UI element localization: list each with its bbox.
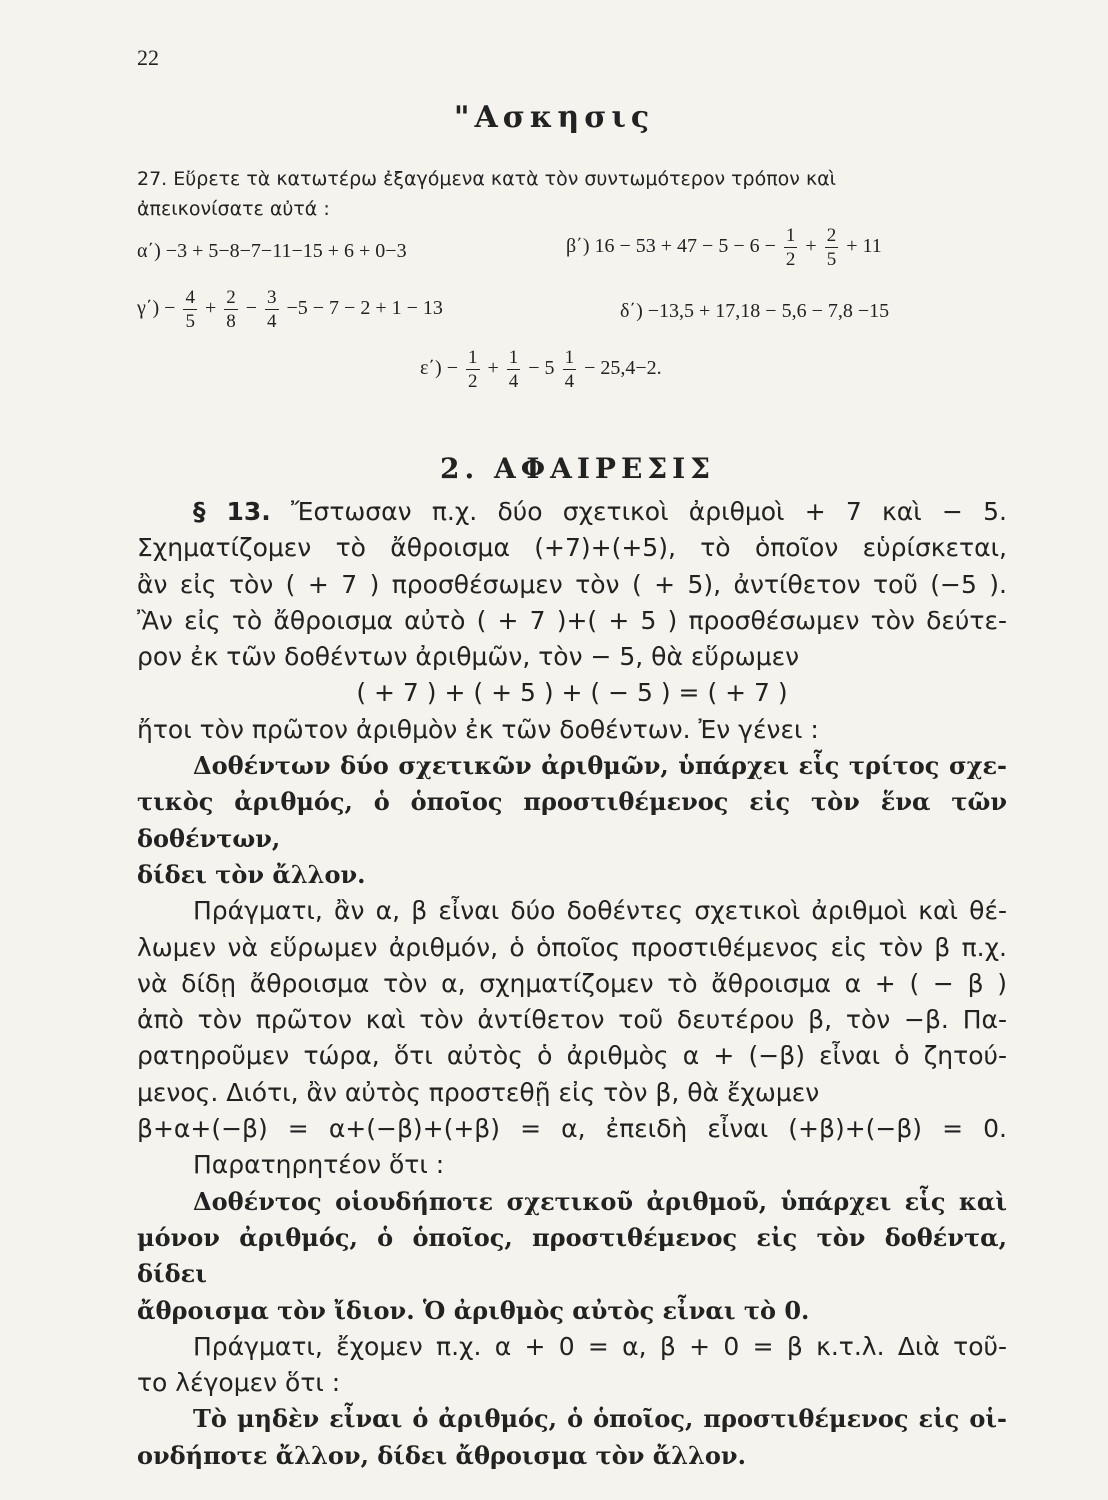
- fraction-denominator: 4: [508, 371, 519, 392]
- rule-line: δίδει τὸν ἄλλον.: [137, 859, 366, 889]
- exercise-c-part: −: [245, 297, 257, 320]
- fraction-denominator: 2: [785, 249, 796, 270]
- rule-line: [137, 748, 1007, 784]
- text-span: Τὸ μηδὲν εἶναι ὁ ἀριθμός, ὁ ὁποῖος, προστιθέμενος εἰς οἱ-: [193, 1404, 1007, 1434]
- fraction: [507, 348, 521, 391]
- paragraph-line: [137, 1329, 1007, 1365]
- exercise-b-part: + 11: [846, 235, 882, 258]
- exercise-e-part: − 5: [528, 357, 555, 380]
- exercise-intro-line: ἀπεικονίσατε αὐτά :: [137, 198, 330, 220]
- paragraph-line: ρον ἐκ τῶν δοθέντων ἀριθμῶν, τὸν − 5, θὰ εὕρωμεν: [137, 642, 800, 672]
- fraction-numerator: 2: [226, 287, 236, 308]
- page-number: 22: [137, 45, 159, 70]
- fraction: [265, 288, 279, 331]
- exercise-c-part: +: [204, 297, 217, 320]
- fraction-denominator: 5: [826, 249, 837, 270]
- rule-line: [137, 1184, 1007, 1220]
- paragraph-line: λωμεν νὰ εὕρωμεν ἀριθμόν, ὁ ὁποῖος προστιθέμενος εἰς τὸν β π.χ.: [137, 932, 1007, 962]
- fraction-denominator: 4: [267, 311, 277, 332]
- fraction-numerator: 3: [267, 287, 277, 308]
- text-span: Πράγματι, ἔχομεν π.χ. α + 0 = α, β + 0 = β κ.τ.λ. Διὰ τοῦ-: [193, 1331, 1007, 1361]
- paragraph-line: μενος. Διότι, ἂν αὐτὸς προστεθῇ εἰς τὸν β, θὰ ἔχωμεν: [137, 1077, 820, 1107]
- exercise-d: δ΄) −13,5 + 17,18 − 5,6 − 7,8 −15: [620, 300, 890, 322]
- exercises-heading: "Ασκησις: [453, 100, 655, 135]
- rule-line: ονδήποτε ἄλλον, δίδει ἄθροισμα τὸν ἄλλον.: [137, 1440, 746, 1470]
- exercise-b-part: β΄) 16 − 53 + 47 − 5 − 6 −: [566, 235, 776, 258]
- text-span: Παρατηρητέον ὅτι :: [193, 1150, 445, 1180]
- fraction: [466, 348, 480, 391]
- text-span: Ἔστωσαν π.χ. δύο σχετικοὶ ἀριθμοὶ + 7 καὶ − 5.: [291, 497, 1007, 526]
- paragraph-line: [137, 494, 1007, 530]
- fraction-denominator: 8: [226, 311, 236, 332]
- exercise-e-part: ε΄) −: [420, 357, 458, 380]
- fraction: [784, 226, 798, 269]
- paragraph-line: ἀπὸ τὸν πρῶτον καὶ τὸν ἀντίθετον τοῦ δευτέρου β, τὸν −β. Πα-: [137, 1005, 1007, 1035]
- fraction-numerator: 1: [564, 347, 575, 368]
- section-label: § 13.: [193, 497, 271, 526]
- fraction-denominator: 5: [185, 311, 195, 332]
- paragraph-line: [137, 893, 1007, 929]
- paragraph-line: β+α+(−β) = α+(−β)+(+β) = α, ἐπειδὴ εἶναι (+β)+(−β) = 0.: [137, 1114, 1007, 1144]
- fraction: [183, 288, 197, 331]
- exercise-e-part: − 25,4−2.: [584, 357, 662, 380]
- rule-line: τικὸς ἀριθμός, ὁ ὁποῖος προστιθέμενος εἰς τὸν ἕνα τῶν δοθέντων,: [137, 787, 1007, 853]
- fraction-numerator: 1: [468, 347, 478, 368]
- text-span: Δοθέντων δύο σχετικῶν ἀριθμῶν, ὑπάρχει εἷς τρίτος σχε-: [193, 751, 1007, 781]
- paragraph-line: νὰ δίδῃ ἄθροισμα τὸν α, σχηματίζομεν τὸ ἄθροισμα α + ( − β ): [137, 968, 1007, 998]
- paragraph-line: [137, 1147, 1007, 1183]
- paragraph-line: ἂν εἰς τὸν ( + 7 ) προσθέσωμεν τὸν ( + 5), ἀντίθετον τοῦ (−5 ).: [137, 569, 1007, 599]
- section-heading: 2. ΑΦΑΙΡΕΣΙΣ: [440, 452, 716, 485]
- fraction-numerator: 1: [785, 225, 796, 246]
- exercise-a: α΄) −3 + 5−8−7−11−15 + 6 + 0−3: [137, 240, 407, 262]
- exercise-c-part: γ΄) −: [137, 297, 176, 320]
- exercise-c: [137, 288, 443, 331]
- main-text: [137, 494, 1007, 1474]
- exercise-b: [566, 226, 882, 269]
- fraction: [224, 288, 238, 331]
- formula-line: ( + 7 ) + ( + 5 ) + ( − 5 ) = ( + 7 ): [356, 678, 788, 708]
- exercise-c-part: −5 − 7 − 2 + 1 − 13: [286, 297, 443, 320]
- paragraph-line: Σχηματίζομεν τὸ ἄθροισμα (+7)+(+5), τὸ ὁποῖον εὑρίσκεται,: [137, 533, 1007, 563]
- rule-line: μόνον ἀριθμός, ὁ ὁποῖος, προστιθέμενος εἰς τὸν δοθέντα, δίδει: [137, 1222, 1007, 1289]
- paragraph-line: ἤτοι τὸν πρῶτον ἀριθμὸν ἐκ τῶν δοθέντων. Ἐν γένει :: [137, 714, 819, 744]
- paragraph-line: Ἂν εἰς τὸ ἄθροισμα αὐτὸ ( + 7 )+( + 5 ) προσθέσωμεν τὸν δεύτε-: [137, 605, 1007, 635]
- fraction-numerator: 4: [185, 287, 195, 308]
- text-span: Πράγματι, ἂν α, β εἶναι δύο δοθέντες σχετικοὶ ἀριθμοὶ καὶ θέ-: [193, 896, 1007, 926]
- fraction: [825, 226, 839, 269]
- rule-line: ἄθροισμα τὸν ἴδιον. Ὁ ἀριθμὸς αὐτὸς εἶναι τὸ 0.: [137, 1295, 810, 1325]
- fraction-numerator: 2: [826, 225, 837, 246]
- exercise-e: [420, 348, 662, 391]
- paragraph-line: ρατηροῦμεν τώρα, ὅτι αὐτὸς ὁ ἀριθμὸς α + (−β) εἶναι ὁ ζητού-: [137, 1041, 1007, 1071]
- exercise-b-part: +: [805, 235, 817, 258]
- text-span: Δοθέντος οἱουδήποτε σχετικοῦ ἀριθμοῦ, ὑπάρχει εἷς καὶ: [193, 1186, 1007, 1216]
- fraction-denominator: 4: [564, 371, 575, 392]
- exercise-intro-line: 27. Εὕρετε τὰ κατωτέρω ἐξαγόμενα κατὰ τὸν συντωμότερον τρόπον καὶ: [137, 168, 837, 190]
- exercise-e-part: +: [487, 357, 499, 380]
- fraction-denominator: 2: [468, 371, 478, 392]
- paragraph-line: το λέγομεν ὅτι :: [137, 1368, 341, 1398]
- fraction: [563, 348, 577, 391]
- rule-line: [137, 1401, 1007, 1437]
- fraction-numerator: 1: [508, 347, 519, 368]
